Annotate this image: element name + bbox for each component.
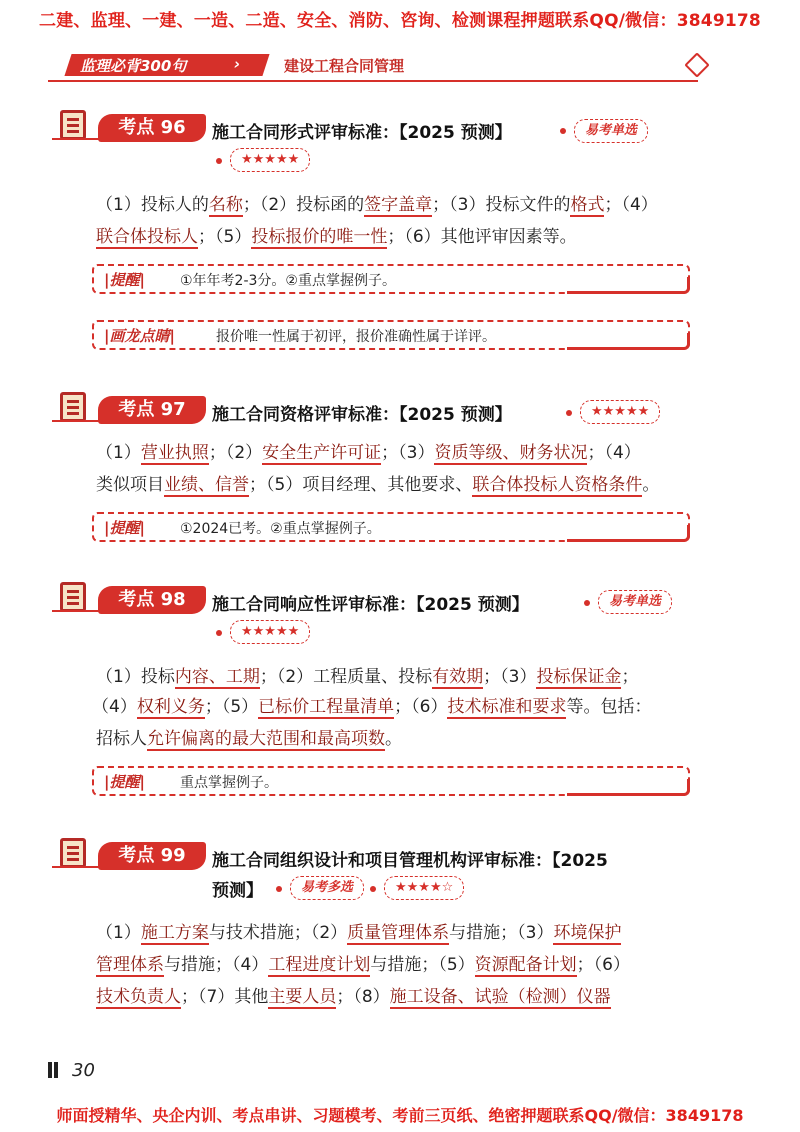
point-title: 施工合同形式评审标准：【2025 预测】 [212, 123, 512, 143]
star-rating: ★★★★☆ [384, 876, 464, 900]
notebook-icon [60, 582, 86, 612]
reminder-box [92, 264, 690, 294]
notebook-icon [60, 110, 86, 140]
key-term: 管理体系 [96, 955, 164, 975]
point-title-cont: 预测】 [212, 881, 263, 901]
page-header [48, 52, 708, 80]
top-banner: 二建、监理、一建、一造、二造、安全、消防、咨询、检测课程押题联系QQ/微信：3849178 [39, 11, 761, 31]
content-line: （1）营业执照；（2）安全生产许可证；（3）资质等级、财务状况；（4） [96, 443, 641, 463]
key-term: 营业执照 [140, 443, 209, 463]
tag-underline [52, 420, 102, 422]
difficulty-badge: 易考单选 [598, 590, 672, 614]
star-rating: ★★★★★ [230, 620, 310, 644]
content-line: （1）施工方案与技术措施；（2）质量管理体系与措施；（3）环境保护 [96, 923, 622, 943]
key-term: 资质等级、财务状况 [434, 443, 588, 463]
key-term: 技术标准和要求 [447, 697, 567, 717]
key-term: 签字盖章 [364, 195, 433, 215]
note-tag: |提醒| [104, 519, 145, 537]
dot-icon [216, 158, 222, 164]
point-tag: 考点 98 [98, 586, 206, 614]
content-line: 招标人允许偏离的最大范围和最高项数。 [96, 729, 402, 749]
key-term: 名称 [208, 195, 243, 215]
key-term: 质量管理体系 [347, 923, 450, 943]
key-term: 施工方案 [140, 923, 209, 943]
content-line: （1）投标内容、工期；（2）工程质量、投标有效期；（3）投标保证金； [96, 667, 639, 687]
key-term: 资源配备计划 [474, 955, 577, 975]
star-rating: ★★★★★ [580, 400, 660, 424]
key-term: 权利义务 [136, 697, 205, 717]
note-text: 重点掌握例子。 [180, 775, 278, 791]
content-line: 技术负责人；（7）其他主要人员；（8）施工设备、试验（检测）仪器 [96, 987, 611, 1007]
content-line: （4）权利义务；（5）已标价工程量清单；（6）技术标准和要求等。包括： [92, 697, 652, 717]
key-term: 环境保护 [553, 923, 622, 943]
page-number: 30 [72, 1060, 95, 1081]
content-line: 管理体系与措施；（4）工程进度计划与措施；（5）资源配备计划；（6） [96, 955, 630, 975]
point-tag: 考点 96 [98, 114, 206, 142]
dot-icon [370, 886, 376, 892]
book-title: 监理必背300句 [80, 57, 187, 75]
key-term: 有效期 [432, 667, 484, 687]
dot-icon [276, 886, 282, 892]
dot-icon [566, 410, 572, 416]
key-term: 主要人员 [268, 987, 337, 1007]
notebook-icon [60, 838, 86, 868]
point-tag: 考点 97 [98, 396, 206, 424]
key-term: 投标保证金 [536, 667, 622, 687]
highlight-box [92, 320, 690, 350]
key-term: 内容、工期 [174, 667, 260, 687]
note-tag: |提醒| [104, 271, 145, 289]
key-term: 允许偏离的最大范围和最高项数 [147, 729, 385, 749]
key-term: 施工设备、试验（检测）仪器 [389, 987, 611, 1007]
difficulty-badge: 易考多选 [290, 876, 364, 900]
chevron-right-icon: › [234, 55, 241, 73]
content-line: 类似项目业绩、信誉；（5）项目经理、其他要求、联合体投标人资格条件。 [96, 475, 660, 495]
header-divider [48, 80, 698, 82]
reminder-box [92, 766, 690, 796]
key-term: 业绩、信誉 [164, 475, 249, 495]
content-line: 联合体投标人；（5）投标报价的唯一性；（6）其他评审因素等。 [96, 227, 577, 247]
content-line: （1）投标人的名称；（2）投标函的签字盖章；（3）投标文件的格式；（4） [96, 195, 658, 215]
star-rating: ★★★★★ [230, 148, 310, 172]
key-term: 投标报价的唯一性 [251, 227, 388, 247]
dot-icon [560, 128, 566, 134]
point-tag: 考点 99 [98, 842, 206, 870]
point-title: 施工合同响应性评审标准：【2025 预测】 [212, 595, 529, 615]
key-term: 安全生产许可证 [262, 443, 382, 463]
note-text: 报价唯一性属于初评，报价准确性属于详评。 [216, 329, 496, 345]
note-tag: |画龙点睛| [104, 327, 175, 345]
chapter-title: 建设工程合同管理 [284, 57, 405, 75]
notebook-icon [60, 392, 86, 422]
note-tag: |提醒| [104, 773, 145, 791]
point-title: 施工合同资格评审标准：【2025 预测】 [212, 405, 512, 425]
key-term: 联合体投标人 [96, 227, 198, 247]
tag-underline [52, 866, 102, 868]
key-term: 工程进度计划 [268, 955, 371, 975]
tag-underline [52, 610, 102, 612]
difficulty-badge: 易考单选 [574, 119, 648, 143]
bottom-banner: 师面授精华、央企内训、考点串讲、习题模考、考前三页纸、绝密押题联系QQ/微信：3849178 [56, 1106, 744, 1125]
dot-icon [216, 630, 222, 636]
point-title: 施工合同组织设计和项目管理机构评审标准：【2025 [212, 851, 608, 871]
reminder-box [92, 512, 690, 542]
key-term: 已标价工程量清单 [258, 697, 395, 717]
tag-underline [52, 138, 102, 140]
note-text: ①2024已考。②重点掌握例子。 [180, 521, 381, 537]
key-term: 格式 [570, 195, 605, 215]
key-term: 技术负责人 [96, 987, 181, 1007]
pencil-icon [684, 52, 709, 77]
page-marker [48, 1062, 52, 1078]
dot-icon [584, 600, 590, 606]
key-term: 联合体投标人资格条件 [472, 475, 643, 495]
note-text: ①年年考2-3分。②重点掌握例子。 [180, 273, 396, 289]
